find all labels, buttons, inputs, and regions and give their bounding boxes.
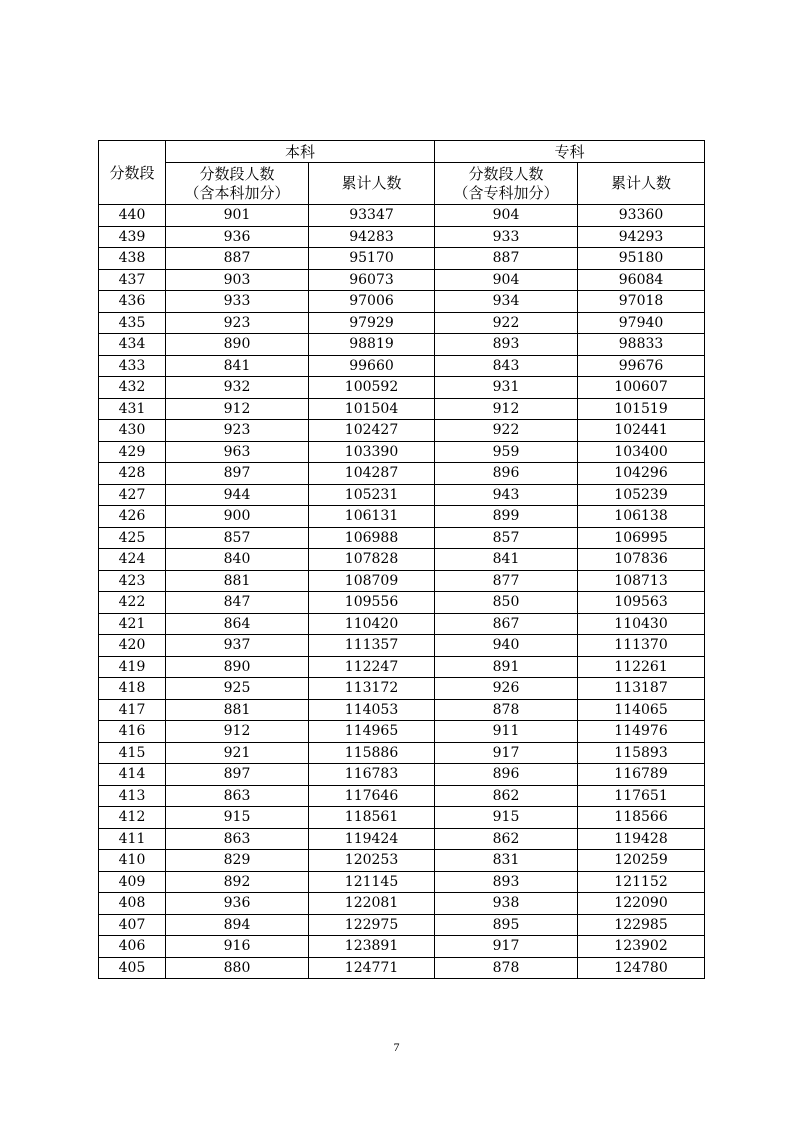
college-cumulative-cell: 97018 xyxy=(578,291,705,313)
score-band-cell: 410 xyxy=(99,850,166,872)
score-band-cell: 407 xyxy=(99,914,166,936)
table-row xyxy=(99,484,705,506)
undergrad-count-cell: 863 xyxy=(166,828,309,850)
college-group-header: 专科 xyxy=(435,141,705,163)
table-row xyxy=(99,807,705,829)
undergrad-count-cell: 840 xyxy=(166,549,309,571)
undergrad-cumulative-cell: 124771 xyxy=(309,957,435,979)
undergrad-cumulative-cell: 100592 xyxy=(309,377,435,399)
score-band-header: 分数段 xyxy=(99,141,166,205)
college-count-cell: 843 xyxy=(435,355,578,377)
undergrad-count-cell: 841 xyxy=(166,355,309,377)
score-band-cell: 415 xyxy=(99,742,166,764)
college-cumulative-cell: 100607 xyxy=(578,377,705,399)
table-row xyxy=(99,699,705,721)
college-count-cell: 893 xyxy=(435,334,578,356)
college-cumulative-cell: 95180 xyxy=(578,248,705,270)
undergrad-count-header xyxy=(166,163,309,205)
undergrad-cumulative-cell: 113172 xyxy=(309,678,435,700)
college-count-cell: 878 xyxy=(435,957,578,979)
college-count-cell: 922 xyxy=(435,420,578,442)
undergrad-cumulative-cell: 104287 xyxy=(309,463,435,485)
college-cumulative-cell: 109563 xyxy=(578,592,705,614)
undergrad-cumulative-cell: 94283 xyxy=(309,226,435,248)
table-row xyxy=(99,742,705,764)
table-row xyxy=(99,398,705,420)
undergrad-cumulative-cell: 99660 xyxy=(309,355,435,377)
table-row xyxy=(99,248,705,270)
score-band-cell: 439 xyxy=(99,226,166,248)
table-row xyxy=(99,785,705,807)
score-band-cell: 424 xyxy=(99,549,166,571)
college-count-cell: 938 xyxy=(435,893,578,915)
undergrad-cumulative-cell: 107828 xyxy=(309,549,435,571)
score-band-cell: 405 xyxy=(99,957,166,979)
college-count-cell: 877 xyxy=(435,570,578,592)
college-cumulative-cell: 106138 xyxy=(578,506,705,528)
score-band-cell: 423 xyxy=(99,570,166,592)
undergrad-count-cell: 864 xyxy=(166,613,309,635)
undergrad-count-cell: 857 xyxy=(166,527,309,549)
undergrad-count-cell: 881 xyxy=(166,570,309,592)
page-number: 7 xyxy=(393,1040,400,1054)
score-band-cell: 411 xyxy=(99,828,166,850)
score-band-cell: 406 xyxy=(99,936,166,958)
undergrad-cumulative-cell: 102427 xyxy=(309,420,435,442)
undergrad-group-header: 本科 xyxy=(166,141,435,163)
table-row xyxy=(99,441,705,463)
table-header xyxy=(99,141,705,205)
score-band-cell: 427 xyxy=(99,484,166,506)
score-band-cell: 412 xyxy=(99,807,166,829)
college-cumulative-cell: 113187 xyxy=(578,678,705,700)
undergrad-cumulative-cell: 95170 xyxy=(309,248,435,270)
undergrad-count-header-line2: （含本科加分） xyxy=(184,183,290,202)
undergrad-cumulative-cell: 119424 xyxy=(309,828,435,850)
table-row xyxy=(99,355,705,377)
undergrad-cumulative-cell: 114053 xyxy=(309,699,435,721)
college-cumulative-cell: 101519 xyxy=(578,398,705,420)
undergrad-cumulative-cell: 108709 xyxy=(309,570,435,592)
score-band-cell: 418 xyxy=(99,678,166,700)
table-body xyxy=(99,205,705,979)
college-cumulative-cell: 105239 xyxy=(578,484,705,506)
undergrad-cumulative-cell: 109556 xyxy=(309,592,435,614)
undergrad-cumulative-cell: 117646 xyxy=(309,785,435,807)
undergrad-cumulative-cell: 121145 xyxy=(309,871,435,893)
college-count-cell: 895 xyxy=(435,914,578,936)
score-distribution-table xyxy=(98,140,705,979)
undergrad-count-cell: 887 xyxy=(166,248,309,270)
score-band-cell: 417 xyxy=(99,699,166,721)
college-cumulative-cell: 102441 xyxy=(578,420,705,442)
college-count-cell: 904 xyxy=(435,269,578,291)
score-band-cell: 413 xyxy=(99,785,166,807)
college-cumulative-cell: 118566 xyxy=(578,807,705,829)
undergrad-count-cell: 932 xyxy=(166,377,309,399)
undergrad-cumulative-cell: 93347 xyxy=(309,205,435,227)
table-row xyxy=(99,914,705,936)
undergrad-count-cell: 903 xyxy=(166,269,309,291)
score-band-cell: 419 xyxy=(99,656,166,678)
undergrad-count-cell: 923 xyxy=(166,420,309,442)
college-count-cell: 915 xyxy=(435,807,578,829)
college-count-cell: 887 xyxy=(435,248,578,270)
undergrad-count-cell: 936 xyxy=(166,226,309,248)
undergrad-count-cell: 880 xyxy=(166,957,309,979)
score-band-cell: 437 xyxy=(99,269,166,291)
college-cumulative-cell: 117651 xyxy=(578,785,705,807)
college-count-cell: 878 xyxy=(435,699,578,721)
college-count-header-line1: 分数段人数 xyxy=(468,164,544,183)
table-row xyxy=(99,957,705,979)
college-cumulative-cell: 122090 xyxy=(578,893,705,915)
undergrad-cumulative-cell: 96073 xyxy=(309,269,435,291)
table-row xyxy=(99,527,705,549)
undergrad-count-cell: 890 xyxy=(166,334,309,356)
college-cumulative-cell: 111370 xyxy=(578,635,705,657)
score-band-cell: 416 xyxy=(99,721,166,743)
table-row xyxy=(99,291,705,313)
score-band-cell: 433 xyxy=(99,355,166,377)
score-band-cell: 409 xyxy=(99,871,166,893)
score-band-cell: 426 xyxy=(99,506,166,528)
college-cumulative-cell: 114976 xyxy=(578,721,705,743)
college-cumulative-cell: 97940 xyxy=(578,312,705,334)
undergrad-count-cell: 894 xyxy=(166,914,309,936)
score-band-cell: 435 xyxy=(99,312,166,334)
score-band-cell: 431 xyxy=(99,398,166,420)
college-cumulative-cell: 123902 xyxy=(578,936,705,958)
college-count-cell: 934 xyxy=(435,291,578,313)
undergrad-cumulative-cell: 97929 xyxy=(309,312,435,334)
undergrad-cumulative-cell: 123891 xyxy=(309,936,435,958)
college-cumulative-cell: 99676 xyxy=(578,355,705,377)
score-table-container xyxy=(98,140,704,979)
undergrad-count-cell: 912 xyxy=(166,721,309,743)
college-cumulative-cell: 96084 xyxy=(578,269,705,291)
undergrad-cumulative-cell: 115886 xyxy=(309,742,435,764)
score-band-cell: 430 xyxy=(99,420,166,442)
college-count-cell: 943 xyxy=(435,484,578,506)
college-count-cell: 896 xyxy=(435,764,578,786)
table-row xyxy=(99,570,705,592)
table-row xyxy=(99,850,705,872)
college-count-cell: 940 xyxy=(435,635,578,657)
college-count-cell: 891 xyxy=(435,656,578,678)
table-row xyxy=(99,269,705,291)
table-row xyxy=(99,828,705,850)
college-count-header-line2: （含专科加分） xyxy=(453,183,559,202)
undergrad-cumulative-cell: 122975 xyxy=(309,914,435,936)
college-cumulative-header: 累计人数 xyxy=(578,163,705,205)
undergrad-cumulative-cell: 116783 xyxy=(309,764,435,786)
college-count-cell: 931 xyxy=(435,377,578,399)
table-row xyxy=(99,506,705,528)
score-band-cell: 438 xyxy=(99,248,166,270)
undergrad-cumulative-cell: 98819 xyxy=(309,334,435,356)
college-cumulative-cell: 106995 xyxy=(578,527,705,549)
score-band-cell: 434 xyxy=(99,334,166,356)
college-cumulative-cell: 122985 xyxy=(578,914,705,936)
table-row xyxy=(99,377,705,399)
college-cumulative-cell: 121152 xyxy=(578,871,705,893)
college-cumulative-cell: 119428 xyxy=(578,828,705,850)
table-row xyxy=(99,721,705,743)
college-cumulative-cell: 116789 xyxy=(578,764,705,786)
table-row xyxy=(99,764,705,786)
score-band-cell: 420 xyxy=(99,635,166,657)
undergrad-cumulative-cell: 106988 xyxy=(309,527,435,549)
undergrad-count-cell: 897 xyxy=(166,463,309,485)
table-row xyxy=(99,312,705,334)
undergrad-count-cell: 915 xyxy=(166,807,309,829)
undergrad-count-cell: 933 xyxy=(166,291,309,313)
college-count-cell: 933 xyxy=(435,226,578,248)
college-cumulative-cell: 94293 xyxy=(578,226,705,248)
table-row xyxy=(99,334,705,356)
college-count-cell: 831 xyxy=(435,850,578,872)
table-row xyxy=(99,463,705,485)
score-band-cell: 432 xyxy=(99,377,166,399)
undergrad-count-cell: 829 xyxy=(166,850,309,872)
college-cumulative-cell: 115893 xyxy=(578,742,705,764)
table-row xyxy=(99,420,705,442)
score-band-cell: 440 xyxy=(99,205,166,227)
college-count-cell: 896 xyxy=(435,463,578,485)
score-band-cell: 408 xyxy=(99,893,166,915)
undergrad-cumulative-cell: 110420 xyxy=(309,613,435,635)
table-row xyxy=(99,656,705,678)
undergrad-count-cell: 863 xyxy=(166,785,309,807)
college-count-cell: 959 xyxy=(435,441,578,463)
undergrad-count-cell: 890 xyxy=(166,656,309,678)
college-count-cell: 912 xyxy=(435,398,578,420)
undergrad-count-cell: 937 xyxy=(166,635,309,657)
undergrad-count-cell: 912 xyxy=(166,398,309,420)
undergrad-cumulative-cell: 101504 xyxy=(309,398,435,420)
college-count-cell: 862 xyxy=(435,828,578,850)
undergrad-count-cell: 963 xyxy=(166,441,309,463)
score-band-cell: 422 xyxy=(99,592,166,614)
college-cumulative-cell: 120259 xyxy=(578,850,705,872)
undergrad-cumulative-cell: 103390 xyxy=(309,441,435,463)
college-count-cell: 867 xyxy=(435,613,578,635)
score-band-cell: 425 xyxy=(99,527,166,549)
college-cumulative-cell: 107836 xyxy=(578,549,705,571)
undergrad-count-cell: 892 xyxy=(166,871,309,893)
college-cumulative-cell: 103400 xyxy=(578,441,705,463)
table-row xyxy=(99,592,705,614)
undergrad-count-cell: 923 xyxy=(166,312,309,334)
table-row xyxy=(99,635,705,657)
college-cumulative-cell: 98833 xyxy=(578,334,705,356)
college-count-cell: 850 xyxy=(435,592,578,614)
table-row xyxy=(99,936,705,958)
undergrad-cumulative-cell: 97006 xyxy=(309,291,435,313)
undergrad-count-cell: 897 xyxy=(166,764,309,786)
college-count-cell: 841 xyxy=(435,549,578,571)
undergrad-cumulative-cell: 120253 xyxy=(309,850,435,872)
college-cumulative-cell: 114065 xyxy=(578,699,705,721)
score-band-cell: 414 xyxy=(99,764,166,786)
college-count-cell: 857 xyxy=(435,527,578,549)
score-band-cell: 421 xyxy=(99,613,166,635)
college-cumulative-cell: 112261 xyxy=(578,656,705,678)
table-row xyxy=(99,871,705,893)
undergrad-cumulative-cell: 106131 xyxy=(309,506,435,528)
undergrad-cumulative-cell: 105231 xyxy=(309,484,435,506)
college-cumulative-cell: 108713 xyxy=(578,570,705,592)
college-count-cell: 904 xyxy=(435,205,578,227)
table-row xyxy=(99,678,705,700)
college-cumulative-cell: 104296 xyxy=(578,463,705,485)
college-count-cell: 926 xyxy=(435,678,578,700)
undergrad-count-cell: 925 xyxy=(166,678,309,700)
college-count-cell: 917 xyxy=(435,936,578,958)
college-cumulative-cell: 93360 xyxy=(578,205,705,227)
college-count-cell: 922 xyxy=(435,312,578,334)
undergrad-count-cell: 921 xyxy=(166,742,309,764)
undergrad-count-cell: 900 xyxy=(166,506,309,528)
college-count-header xyxy=(435,163,578,205)
undergrad-count-cell: 847 xyxy=(166,592,309,614)
undergrad-count-cell: 944 xyxy=(166,484,309,506)
score-band-cell: 436 xyxy=(99,291,166,313)
undergrad-cumulative-cell: 122081 xyxy=(309,893,435,915)
college-cumulative-cell: 124780 xyxy=(578,957,705,979)
undergrad-cumulative-header: 累计人数 xyxy=(309,163,435,205)
undergrad-count-header-line1: 分数段人数 xyxy=(199,164,275,183)
score-band-cell: 428 xyxy=(99,463,166,485)
college-count-cell: 911 xyxy=(435,721,578,743)
undergrad-cumulative-cell: 111357 xyxy=(309,635,435,657)
table-row xyxy=(99,893,705,915)
table-row xyxy=(99,549,705,571)
undergrad-cumulative-cell: 118561 xyxy=(309,807,435,829)
undergrad-cumulative-cell: 112247 xyxy=(309,656,435,678)
table-row xyxy=(99,205,705,227)
undergrad-count-cell: 881 xyxy=(166,699,309,721)
college-count-cell: 893 xyxy=(435,871,578,893)
undergrad-count-cell: 936 xyxy=(166,893,309,915)
undergrad-count-cell: 901 xyxy=(166,205,309,227)
college-count-cell: 917 xyxy=(435,742,578,764)
undergrad-count-cell: 916 xyxy=(166,936,309,958)
college-count-cell: 862 xyxy=(435,785,578,807)
table-row xyxy=(99,226,705,248)
college-cumulative-cell: 110430 xyxy=(578,613,705,635)
table-row xyxy=(99,613,705,635)
college-count-cell: 899 xyxy=(435,506,578,528)
score-band-cell: 429 xyxy=(99,441,166,463)
undergrad-cumulative-cell: 114965 xyxy=(309,721,435,743)
